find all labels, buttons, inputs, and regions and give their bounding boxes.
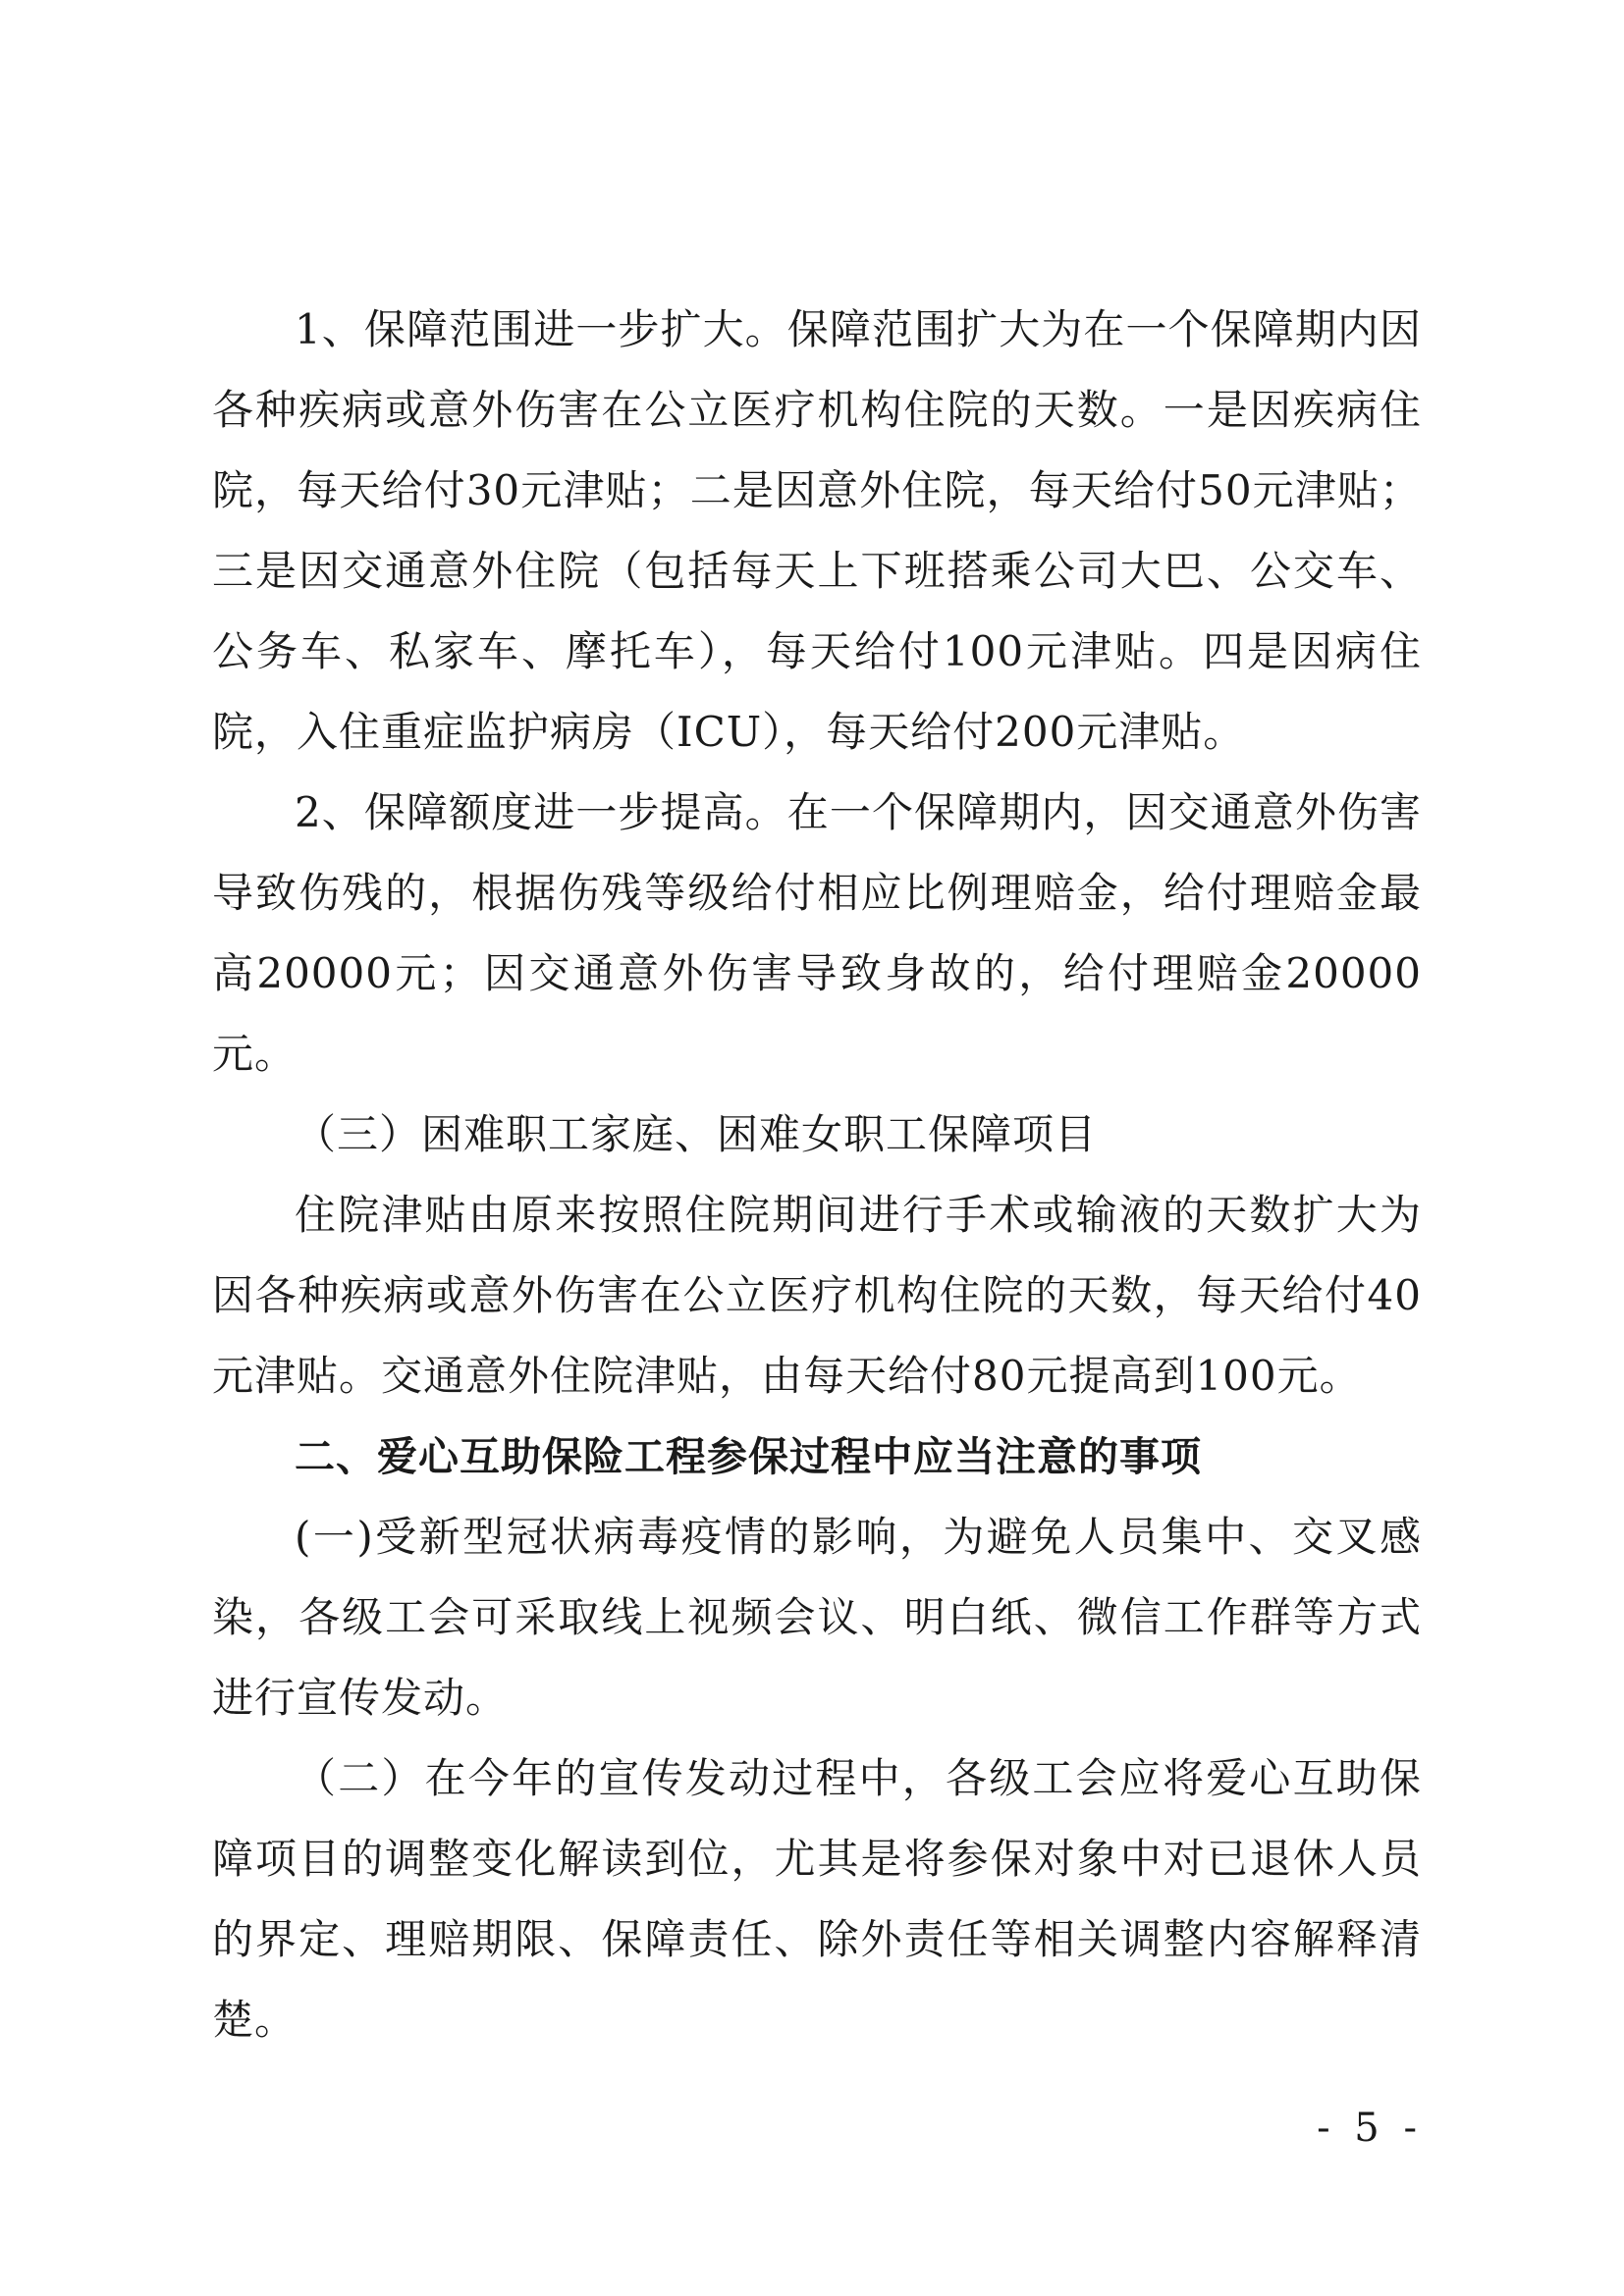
subheading-hardship-workers: （三）困难职工家庭、困难女职工保障项目 xyxy=(295,1110,1098,1158)
page-number: - 5 - xyxy=(1317,2106,1423,2151)
paragraph-interpretation: （二）在今年的宣传发动过程中，各级工会应将爱心互助保障项目的调整变化解读到位，尤其是将参保对象中对已退休人员的界定、理赔期限、保障责任、除外责任等相关调整内容解释清楚。 xyxy=(212,1754,1422,2044)
document-body xyxy=(212,290,1422,2060)
paragraph-hospital-allowance: 住院津贴由原来按照住院期间进行手术或输液的天数扩大为因各种疾病或意外伤害在公立医疗机构住院的天数，每天给付40元津贴。交通意外住院津贴，由每天给付80元提高到100元。 xyxy=(212,1191,1422,1400)
paragraph-coverage-amount: 2、保障额度进一步提高。在一个保障期内，因交通意外伤害导致伤残的，根据伤残等级给付相应比例理赔金，给付理赔金最高20000元；因交通意外伤害导致身故的，给付理赔金20000元。 xyxy=(212,788,1422,1078)
section-heading-enrollment-notes: 二、爱心互助保险工程参保过程中应当注意的事项 xyxy=(295,1433,1202,1480)
paragraph-epidemic-publicity: (一)受新型冠状病毒疫情的影响，为避免人员集中、交叉感染，各级工会可采取线上视频会议、明白纸、微信工作群等方式进行宣传发动。 xyxy=(212,1513,1422,1722)
paragraph-coverage-scope: 1、保障范围进一步扩大。保障范围扩大为在一个保障期内因各种疾病或意外伤害在公立医疗机构住院的天数。一是因疾病住院，每天给付30元津贴；二是因意外住院，每天给付50元津贴；三是因交通意外住院（包括每天上下班搭乘公司大巴、公交车、公务车、私家车、摩托车），每天给付100元津贴。四是因病住院，入住重症监护病房（ICU），每天给付200元津贴。 xyxy=(212,305,1422,756)
